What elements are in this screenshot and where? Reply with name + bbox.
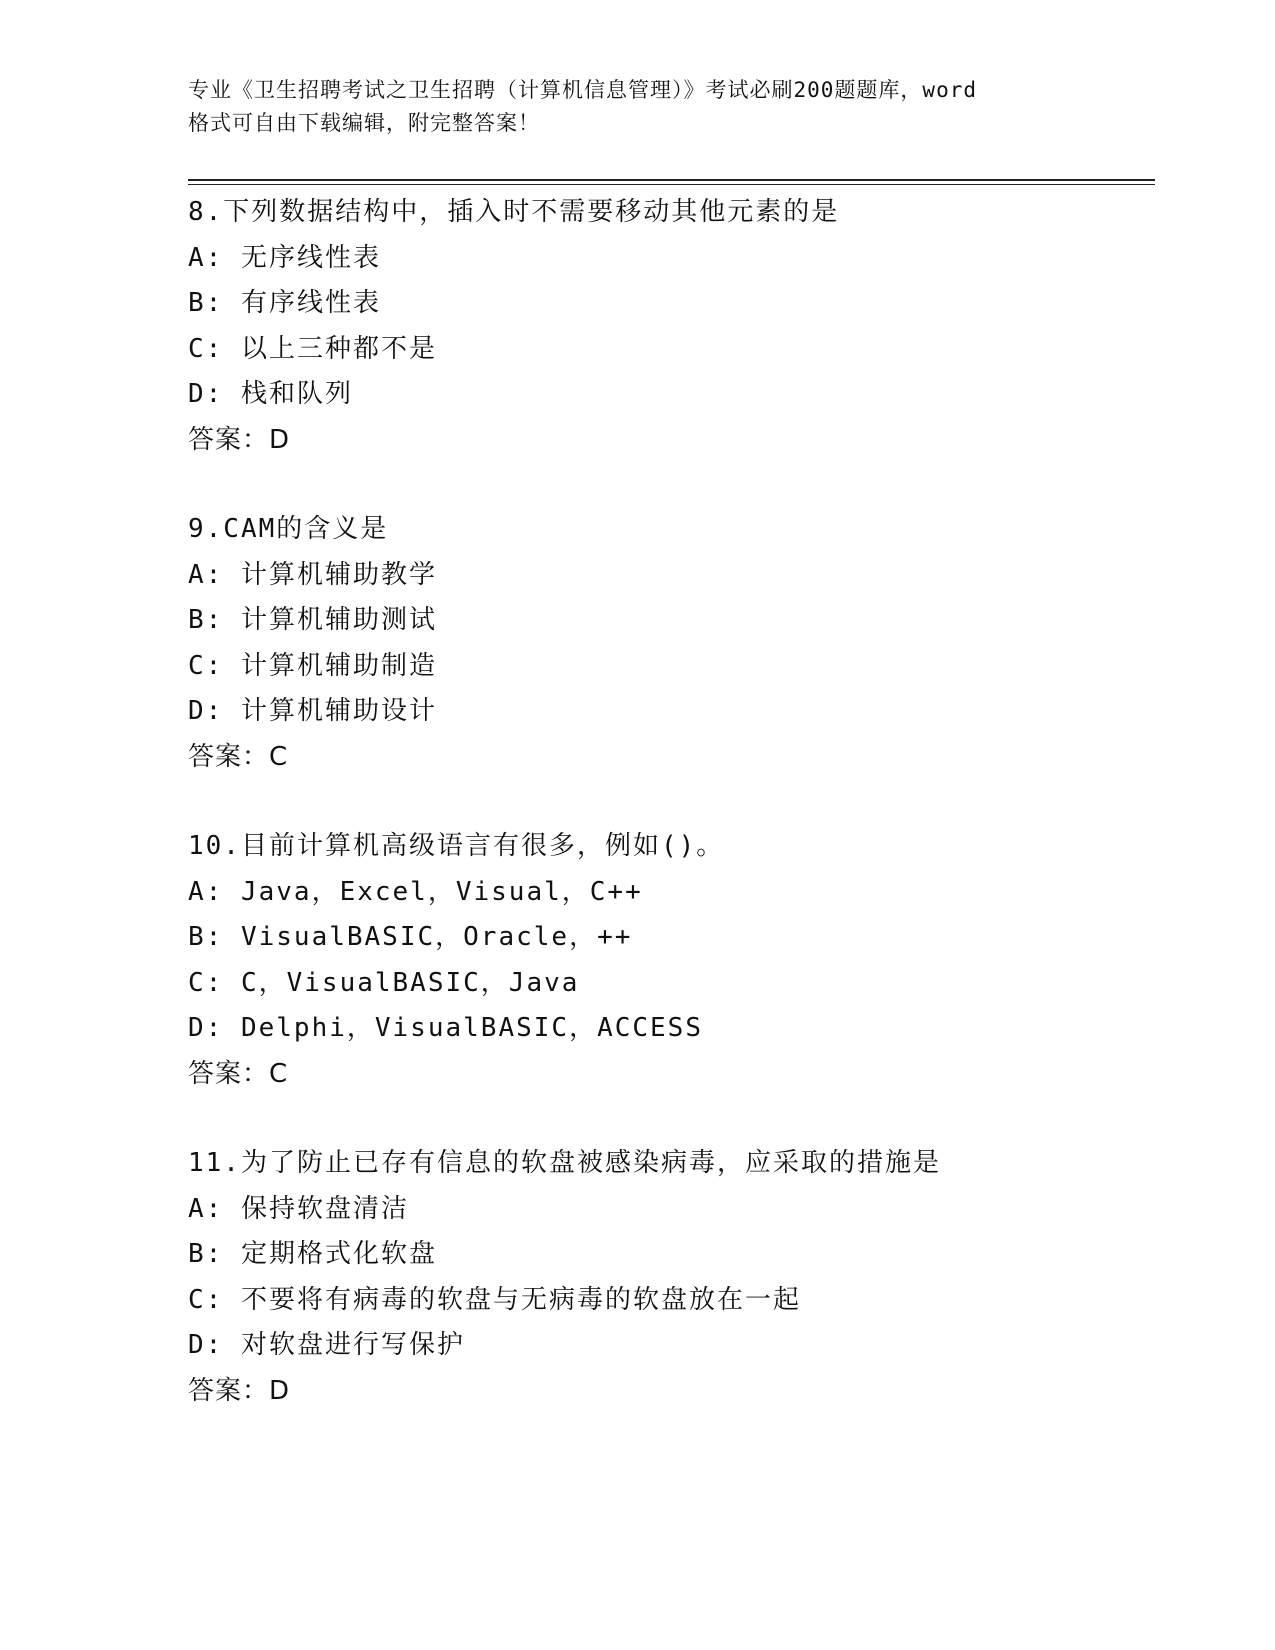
option-c: C: 以上三种都不是 bbox=[188, 333, 437, 364]
question-stem: 8.下列数据结构中，插入时不需要移动其他元素的是 bbox=[188, 197, 840, 227]
document-header bbox=[188, 74, 1088, 140]
answer-line: 答案：D bbox=[188, 424, 291, 455]
header-divider-thin bbox=[188, 184, 1155, 185]
question-stem: 11.为了防止已存有信息的软盘被感染病毒，应采取的措施是 bbox=[188, 1148, 941, 1178]
option-d: D: Delphi，VisualBASIC，ACCESS bbox=[188, 1013, 703, 1043]
answer-line: 答案：C bbox=[188, 741, 289, 772]
option-b: B: 计算机辅助测试 bbox=[188, 605, 437, 635]
header-divider-thick bbox=[188, 179, 1155, 181]
option-c: C: 计算机辅助制造 bbox=[188, 650, 437, 681]
option-b: B: 有序线性表 bbox=[188, 288, 381, 318]
option-a: A: 保持软盘清洁 bbox=[188, 1193, 409, 1224]
option-c: C: 不要将有病毒的软盘与无病毒的软盘放在一起 bbox=[188, 1284, 801, 1315]
header-line-2: 格式可自由下载编辑，附完整答案！ bbox=[188, 111, 540, 135]
header-line-1: 专业《卫生招聘考试之卫生招聘（计算机信息管理）》考试必刷200题题库，word bbox=[188, 78, 977, 102]
question-stem: 9.CAM的含义是 bbox=[188, 514, 389, 544]
option-d: D: 栈和队列 bbox=[188, 379, 353, 409]
question-list bbox=[188, 190, 1148, 1458]
option-c: C: C，VisualBASIC，Java bbox=[188, 967, 580, 998]
answer-line: 答案：D bbox=[188, 1375, 291, 1406]
option-a: A: 计算机辅助教学 bbox=[188, 559, 437, 590]
option-b: B: 定期格式化软盘 bbox=[188, 1239, 437, 1269]
option-d: D: 计算机辅助设计 bbox=[188, 696, 437, 726]
question-8 bbox=[188, 190, 1148, 463]
question-9 bbox=[188, 507, 1148, 780]
option-a: A: 无序线性表 bbox=[188, 242, 381, 273]
question-stem: 10.目前计算机高级语言有很多，例如()。 bbox=[188, 831, 725, 861]
option-a: A: Java，Excel，Visual，C++ bbox=[188, 876, 643, 907]
option-b: B: VisualBASIC，Oracle，++ bbox=[188, 922, 633, 952]
question-11 bbox=[188, 1141, 1148, 1414]
option-d: D: 对软盘进行写保护 bbox=[188, 1330, 465, 1360]
answer-line: 答案：C bbox=[188, 1058, 289, 1089]
question-10 bbox=[188, 824, 1148, 1097]
